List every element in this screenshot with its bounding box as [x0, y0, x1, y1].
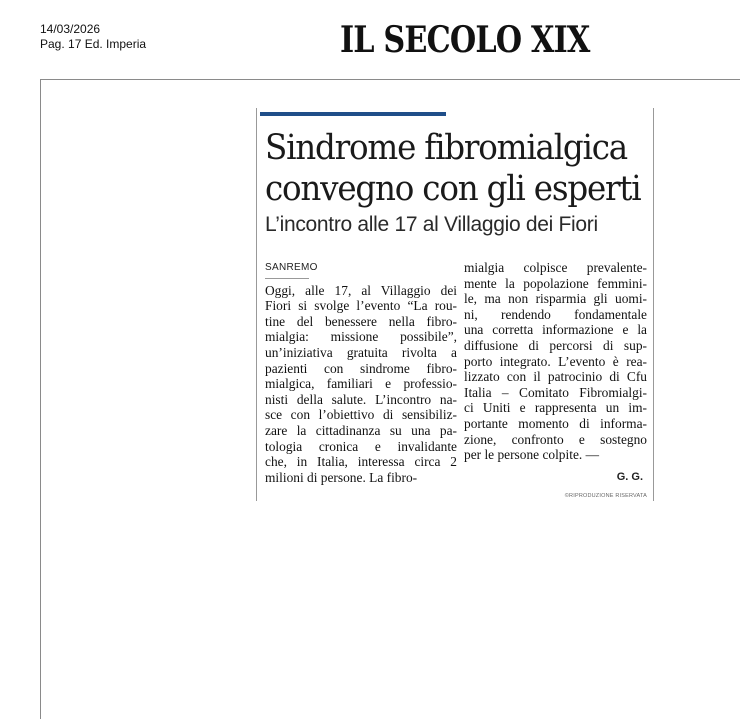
text-line: per le persone colpite. — — [464, 447, 599, 463]
text-line: mialgica, familiari e professio- — [265, 376, 457, 392]
text-line: tine del benessere nella fibro- — [265, 313, 457, 329]
headline-line-2: convegno con gli esperti — [265, 169, 641, 209]
text-line: mente la popolazione femmini- — [464, 275, 647, 291]
text-line: sce con l’obiettivo di sensibiliz- — [265, 407, 457, 423]
text-line: zare la cittadinanza su una pa- — [265, 422, 457, 438]
text-line: mialgia: missione possibile”, — [265, 329, 457, 345]
text-line: ci Uniti e rappresenta un im- — [464, 400, 647, 416]
text-line: le, ma non risparmia gli uomi- — [464, 291, 647, 307]
article-subheadline: L’incontro alle 17 al Villaggio dei Fiori — [265, 213, 598, 236]
text-line: tologia cronica e invalidante — [265, 438, 457, 454]
text-line: porto integrato. L’evento è rea- — [464, 353, 647, 369]
location-tag: SANREMO — [265, 260, 309, 279]
text-line: pazienti con sindrome fibro- — [265, 360, 457, 376]
article-column-right — [464, 260, 647, 463]
text-line: Fiori si svolge l’evento “La rou- — [265, 298, 457, 314]
text-line: Italia – Comitato Fibromialgi- — [464, 384, 647, 400]
text-line: milioni di persone. La fibro- — [265, 469, 418, 485]
article-headline — [265, 128, 641, 210]
right-column-text — [464, 260, 647, 463]
text-line: portante momento di informa- — [464, 415, 647, 431]
article-column-left — [265, 260, 457, 485]
text-line: mialgia colpisce prevalente- — [464, 260, 647, 275]
text-line: Oggi, alle 17, al Villaggio dei — [265, 282, 457, 298]
text-line: lizzato con il patrocinio di Cfu — [464, 369, 647, 385]
text-line: zione, confronto e sostegno — [464, 431, 647, 447]
newspaper-masthead: IL SECOLO XIX — [340, 19, 590, 61]
article-clipping — [256, 108, 654, 501]
text-line: un’iniziativa gratuita rivolta a — [265, 344, 457, 360]
copyright-notice: ©RIPRODUZIONE RISERVATA — [564, 493, 647, 499]
accent-bar — [260, 112, 446, 116]
text-line: una corretta informazione e la — [464, 322, 647, 338]
text-line: nisti della salute. L’incontro na- — [265, 391, 457, 407]
clip-metadata — [40, 22, 146, 52]
text-line: diffusione di percorsi di sup- — [464, 337, 647, 353]
text-line: che, in Italia, interessa circa 2 — [265, 454, 457, 470]
text-line: ni, rendendo fondamentale — [464, 306, 647, 322]
left-column-text — [265, 283, 457, 486]
headline-line-1: Sindrome fibromialgica — [265, 128, 627, 168]
clip-page-edition: Pag. 17 Ed. Imperia — [40, 37, 147, 51]
author-initials: G. G. — [616, 471, 643, 483]
clip-date: 14/03/2026 — [40, 22, 101, 36]
